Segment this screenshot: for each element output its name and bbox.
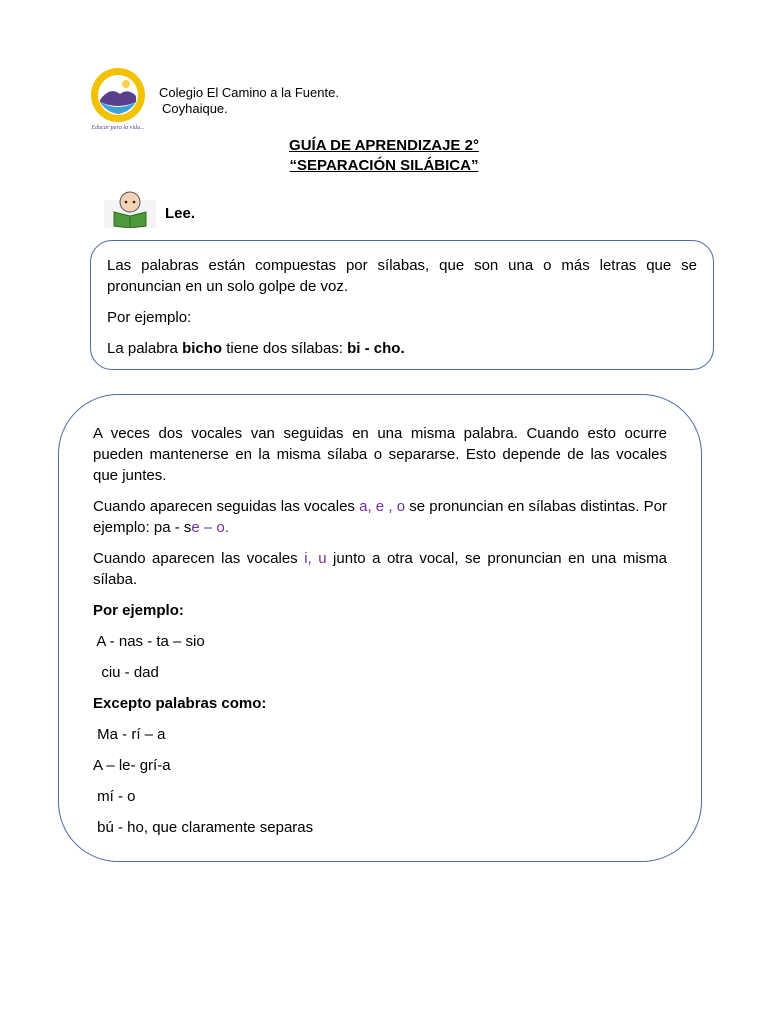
vowels-strong-rule: Cuando aparecen seguidas las vocales a, e , o se pronuncian en sílabas distintas. Por ejemplo: pa - se – o. <box>93 498 667 536</box>
reading-child-icon <box>104 190 156 228</box>
vowels-box <box>58 394 702 862</box>
definition-box <box>90 240 714 370</box>
exception-heading: Excepto palabras como: <box>93 695 267 712</box>
example-label: Por ejemplo: <box>107 309 192 326</box>
exception-item: bú - ho, que claramente separas <box>93 819 314 836</box>
instruction-label: Lee. <box>165 205 196 222</box>
example-item: A - nas - ta – sio <box>93 633 205 650</box>
example-heading: Por ejemplo: <box>93 602 184 619</box>
school-logo <box>80 66 156 132</box>
school-city: Coyhaique. <box>162 101 228 116</box>
vowels-intro: A veces dos vocales van seguidas en una misma palabra. Cuando esto ocurre pueden mantenerse en la misma sílaba o separarse. Esto depende de las vocales que juntes. <box>93 425 667 484</box>
vowels-weak-rule: Cuando aparecen las vocales i, u junto a otra vocal, se pronuncian en una misma sílaba. <box>93 550 668 588</box>
definition-text: Las palabras están compuestas por sílabas, que son una o más letras que se pronuncian en un solo golpe de voz. <box>107 257 697 295</box>
page-title <box>0 136 768 176</box>
school-name: Colegio El Camino a la Fuente. <box>159 85 339 100</box>
exception-item: A – le- grí-a <box>93 757 171 774</box>
logo-motto: Educar para la vida... <box>91 125 145 131</box>
exception-item: mí - o <box>93 788 136 805</box>
title-line2: “SEPARACIÓN SILÁBICA” <box>289 157 479 174</box>
exception-item: Ma - rí – a <box>93 726 166 743</box>
example-item: ciu - dad <box>93 664 159 681</box>
title-line1: GUÍA DE APRENDIZAJE 2° <box>289 137 479 154</box>
school-info <box>159 85 339 117</box>
example-sentence: La palabra bicho tiene dos sílabas: bi - cho. <box>107 340 405 357</box>
